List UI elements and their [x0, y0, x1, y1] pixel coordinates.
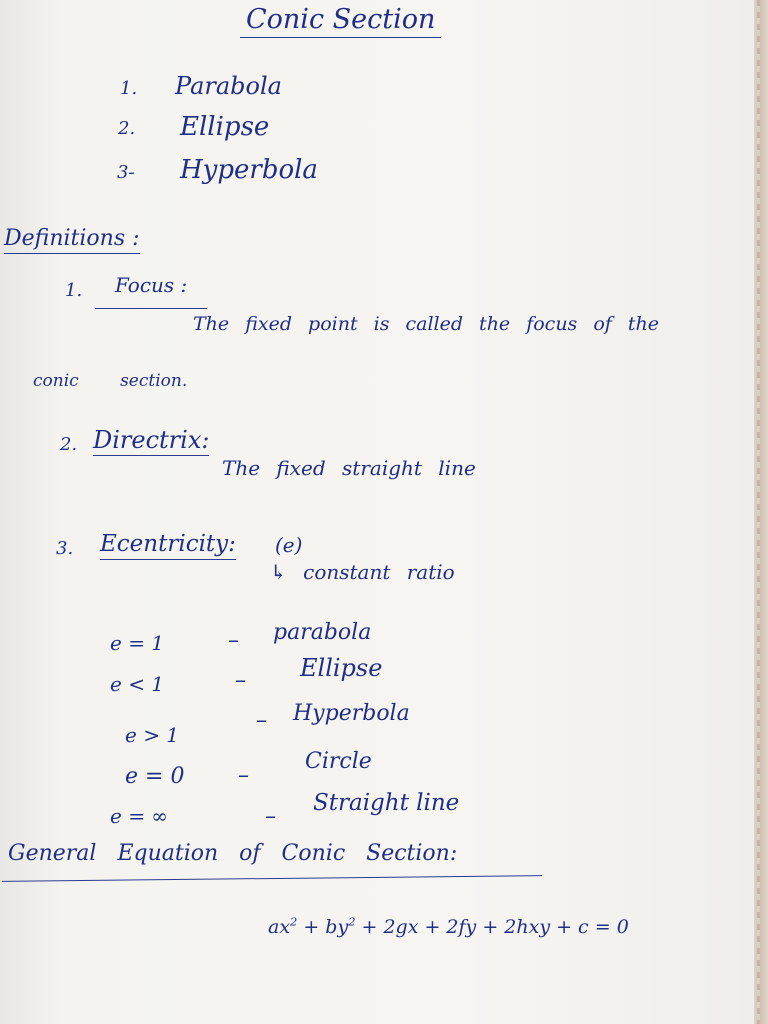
definitions-heading: Definitions : [4, 228, 140, 254]
directrix-definition: The fixed straight line [222, 456, 476, 480]
dash-cell: – [256, 708, 267, 733]
dash-cell: – [228, 628, 239, 653]
list-number: 1. [120, 78, 138, 99]
shape-cell: Ellipse [300, 654, 383, 682]
list-label: Hyperbola [180, 155, 318, 185]
notebook-page-edge [754, 0, 768, 1024]
general-equation-heading: General Equation of Conic Section: [8, 841, 458, 866]
focus-label: Focus : [115, 273, 188, 297]
shape-cell: Hyperbola [293, 701, 410, 726]
shape-cell: Straight line [313, 790, 460, 816]
shape-cell: Circle [305, 749, 372, 774]
equation-exponent: 2 [290, 914, 298, 929]
eccentricity-label: Ecentricity: [100, 533, 236, 560]
condition-cell: e < 1 [110, 672, 165, 696]
list-number: 2. [118, 118, 136, 139]
list-number: 3- [117, 162, 135, 183]
focus-definition-line1: The fixed point is called the focus of the [193, 313, 659, 335]
general-equation [268, 914, 629, 938]
condition-cell: e = 0 [125, 764, 185, 789]
page-title: Conic Section [240, 6, 441, 38]
condition-cell: e = 1 [110, 631, 165, 655]
dash-cell: – [265, 804, 276, 829]
list-label: Parabola [175, 72, 282, 100]
eccentricity-number: 3. [56, 538, 74, 559]
eccentricity-symbol: (e) [275, 533, 303, 557]
equation-rest: + 2gx + 2fy + 2hxy + c = 0 [361, 916, 629, 938]
list-label: Ellipse [180, 112, 270, 142]
focus-number: 1. [65, 280, 83, 301]
general-equation-underline [2, 875, 542, 882]
dash-cell: – [235, 668, 246, 693]
focus-definition-line2: conic section. [33, 371, 188, 391]
dash-cell: – [238, 763, 249, 788]
focus-underline [95, 308, 207, 309]
condition-cell: e = ∞ [110, 804, 168, 828]
equation-term-a: ax [268, 916, 291, 938]
directrix-number: 2. [60, 434, 78, 455]
equation-exponent: 2 [348, 914, 356, 929]
condition-cell: e > 1 [125, 723, 180, 747]
directrix-label: Directrix: [93, 426, 210, 454]
eccentricity-definition: ↳ constant ratio [270, 560, 455, 584]
shape-cell: parabola [273, 620, 372, 645]
equation-term-b: + by [303, 916, 349, 938]
